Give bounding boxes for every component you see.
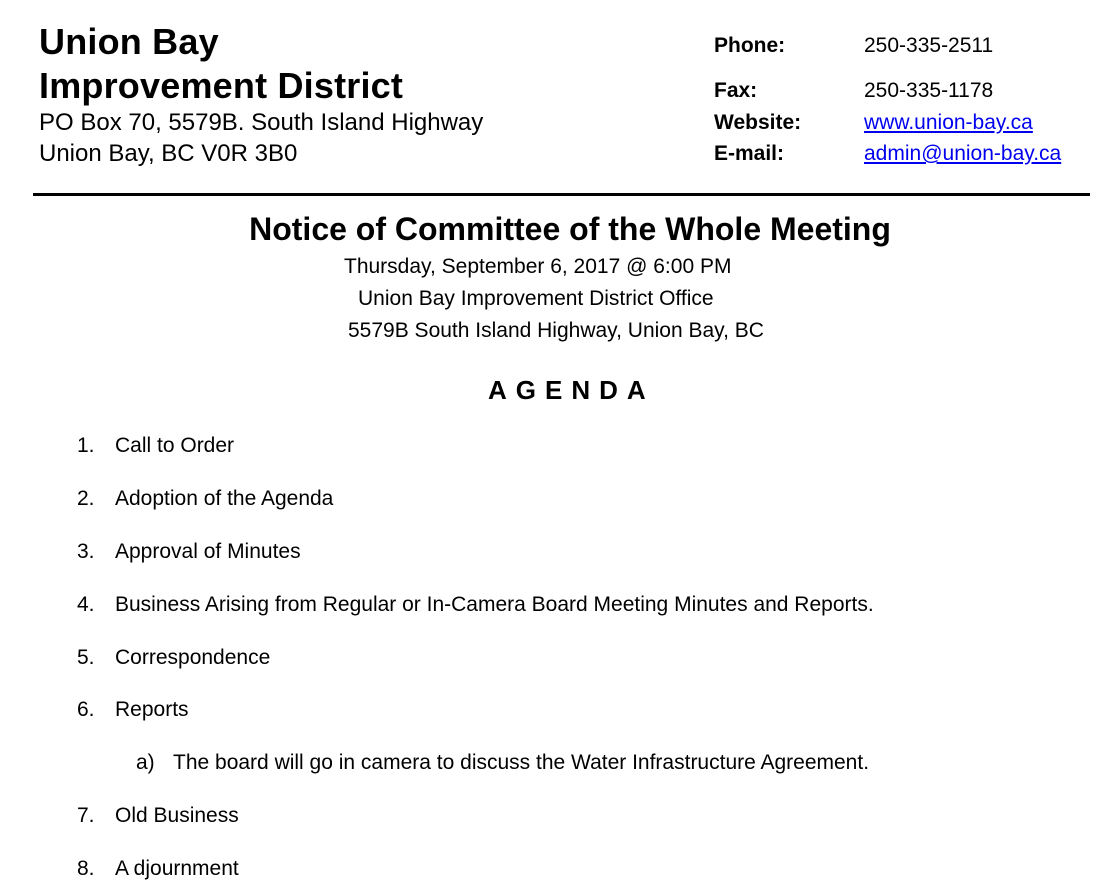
agenda-item-text: Old Business xyxy=(115,804,239,827)
agenda-item-text: A djournment xyxy=(115,857,239,880)
org-address-line2: Union Bay, BC V0R 3B0 xyxy=(39,140,298,167)
meeting-address: 5579B South Island Highway, Union Bay, BC xyxy=(348,319,764,342)
agenda-item-number: 5. xyxy=(77,646,95,669)
fax-label: Fax: xyxy=(714,79,758,102)
agenda-sub-item-letter: a) xyxy=(136,751,155,774)
website-label: Website: xyxy=(714,111,802,134)
agenda-heading: AGENDA xyxy=(488,375,655,405)
agenda-item-text: Business Arising from Regular or In-Camera Board Meeting Minutes and Reports. xyxy=(115,593,874,616)
agenda-item-text: Approval of Minutes xyxy=(115,540,301,563)
agenda-item-number: 7. xyxy=(77,804,95,827)
org-name-line1: Union Bay xyxy=(39,21,219,62)
email-label: E-mail: xyxy=(714,142,785,165)
phone-value: 250-335-2511 xyxy=(864,34,994,57)
meeting-date: Thursday, September 6, 2017 @ 6:00 PM xyxy=(344,255,732,278)
agenda-item-number: 2. xyxy=(77,487,95,510)
header-divider xyxy=(33,193,1090,196)
org-name-line2: Improvement District xyxy=(39,65,404,106)
notice-title: Notice of Committee of the Whole Meeting xyxy=(249,211,891,247)
website-link[interactable]: www.union-bay.ca xyxy=(864,111,1033,134)
phone-label: Phone: xyxy=(714,34,786,57)
agenda-item-number: 4. xyxy=(77,593,95,616)
agenda-item-number: 8. xyxy=(77,857,95,880)
agenda-item-number: 1. xyxy=(77,434,95,457)
agenda-item-number: 6. xyxy=(77,698,95,721)
agenda-item-text: Correspondence xyxy=(115,646,271,669)
agenda-item-number: 3. xyxy=(77,540,95,563)
meeting-location: Union Bay Improvement District Office xyxy=(358,287,714,310)
fax-value: 250-335-1178 xyxy=(864,79,994,102)
agenda-sub-item-text: The board will go in camera to discuss the Water Infrastructure Agreement. xyxy=(173,751,870,774)
agenda-item-text: Reports xyxy=(115,698,189,721)
agenda-item-text: Adoption of the Agenda xyxy=(115,487,334,510)
email-link[interactable]: admin@union-bay.ca xyxy=(864,142,1062,165)
org-address-line1: PO Box 70, 5579B. South Island Highway xyxy=(39,109,484,136)
agenda-item-text: Call to Order xyxy=(115,434,235,457)
